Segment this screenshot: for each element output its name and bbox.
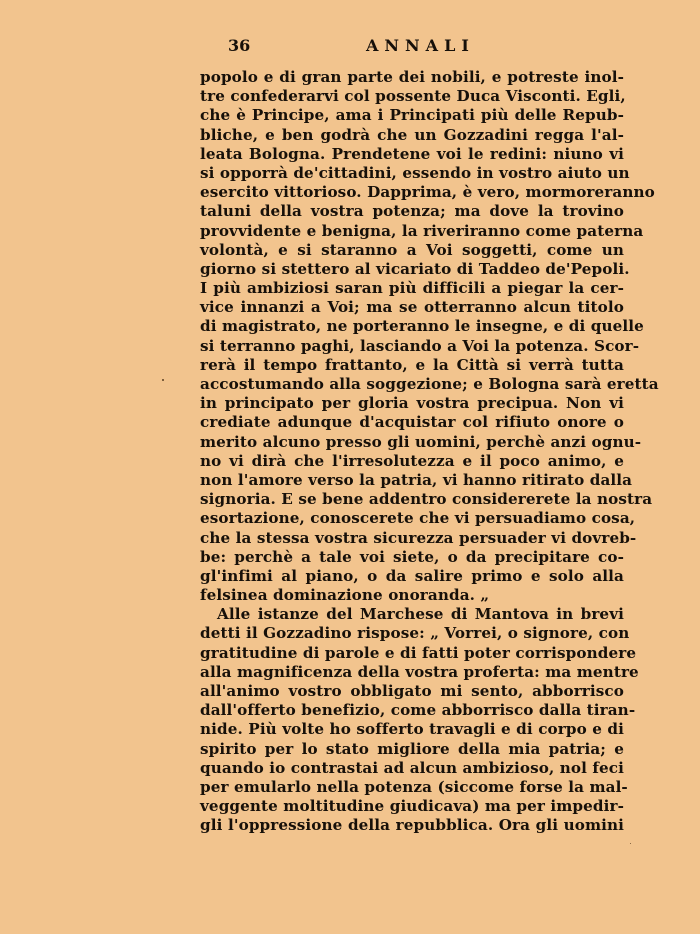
text-line: all'animo vostro obbligato mi sento, abborrisco — [200, 682, 624, 700]
text-line: detti il Gozzadino rispose: „ Vorrei, o signore, con — [200, 624, 630, 643]
text-line: no vi dirà che l'irresolutezza e il poco animo, e — [200, 451, 624, 470]
text-line: felsinea dominazione onoranda. „ — [200, 586, 490, 605]
margin-speck — [630, 843, 631, 844]
text-line: che la stessa vostra sicurezza persuader vi dovreb- — [200, 528, 637, 547]
text-line: nide. Più volte ho sofferto travagli e di corpo e di — [200, 720, 624, 739]
text-line: taluni della vostra potenza; ma dove la trovino — [200, 202, 624, 221]
text-line: si opporrà de'cittadini, essendo in vostro aiuto un — [200, 163, 630, 182]
text-line: vice innanzi a Voi; ma se otterranno alcun titolo — [200, 298, 624, 317]
running-head: ANNALI — [366, 36, 475, 55]
text-line: esortazione, conoscerete che vi persuadiamo cosa, — [200, 509, 636, 528]
text-line: be: perchè a tale voi siete, o da precipitare co- — [200, 547, 624, 566]
text-line: che è Principe, ama i Principati più delle Repub- — [200, 106, 624, 125]
text-line: signoria. E se bene addentro considererete la nostra — [200, 490, 653, 509]
text-line: si terranno paghi, lasciando a Voi la potenza. Scor- — [200, 336, 640, 355]
text-line: leata Bologna. Prendetene voi le redini: niuno vi — [200, 144, 624, 163]
text-line: provvidente e benigna, la riveriranno come paterna — [200, 221, 644, 240]
text-line: giorno si stettero al vicariato di Taddeo de'Pepoli. — [200, 259, 630, 278]
text-line: di magistrato, ne porteranno le insegne, e di quelle — [200, 317, 644, 336]
margin-mark — [162, 379, 164, 381]
text-line: crediate adunque d'acquistar col rifiuto onore o — [200, 413, 624, 432]
text-line: dall'offerto benefizio, come abborrisco dalla tiran- — [200, 701, 636, 720]
text-line: spirito per lo stato migliore della mia patria; e — [200, 739, 624, 758]
text-line: per emularlo nella potenza (siccome forse la mal- — [200, 777, 628, 796]
text-line: gli l'oppressione della repubblica. Ora gli uomini — [200, 816, 624, 835]
text-line: bliche, e ben godrà che un Gozzadini regga l'al- — [200, 125, 624, 144]
body-text — [200, 68, 659, 836]
text-line: merito alcuno presso gli uomini, perchè anzi ognu- — [200, 432, 642, 451]
text-line: Alle istanze del Marchese di Mantova in brevi — [217, 605, 624, 624]
text-line: gratitudine di parole e di fatti poter corrispondere — [200, 643, 637, 662]
text-line: alla magnificenza della vostra proferta: ma mentre — [200, 662, 639, 681]
page-header — [228, 36, 628, 60]
text-line: non l'amore verso la patria, vi hanno ritirato dalla — [200, 470, 633, 489]
text-line: quando io contrastai ad alcun ambizioso, nol feci — [200, 758, 624, 777]
text-line: popolo e di gran parte dei nobili, e potreste inol- — [200, 68, 624, 86]
text-line: veggente moltitudine giudicava) ma per impedir- — [200, 797, 624, 816]
text-line: esercito vittorioso. Dapprima, è vero, mormoreranno — [200, 183, 655, 202]
text-line: volontà, e si staranno a Voi soggetti, come un — [200, 240, 624, 259]
text-line: rerà il tempo frattanto, e la Città si verrà tutta — [200, 355, 624, 374]
page-number: 36 — [228, 36, 251, 55]
text-line: I più ambiziosi saran più difficili a piegar la cer- — [200, 279, 624, 298]
text-line: tre confederarvi col possente Duca Visconti. Egli, — [200, 87, 626, 106]
text-line: in principato per gloria vostra precipua. Non vi — [200, 394, 624, 413]
text-line: gl'infimi al piano, o da salire primo e solo alla — [200, 566, 624, 585]
text-line: accostumando alla soggezione; e Bologna sarà eretta — [200, 375, 659, 393]
